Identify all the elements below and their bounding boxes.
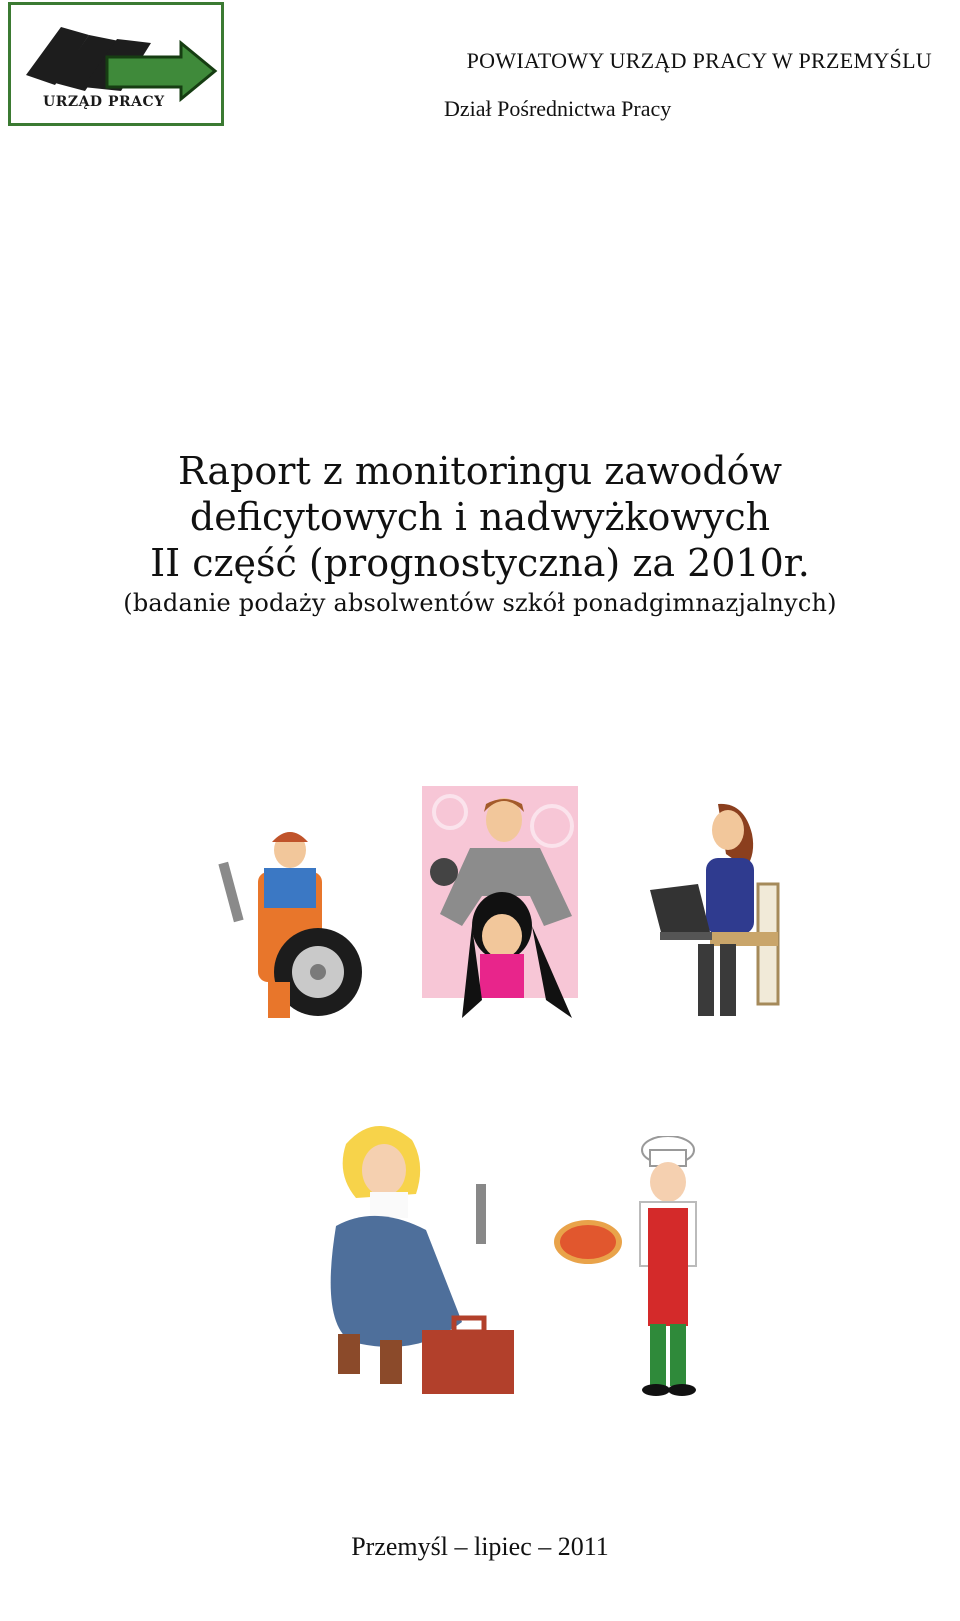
logo-text: URZĄD PRACY bbox=[43, 94, 165, 110]
title-subtitle: (badanie podaży absolwentów szkół ponadgimnazjalnych) bbox=[123, 589, 837, 617]
report-title bbox=[0, 448, 960, 618]
title-line-3: II część (prognostyczna) za 2010r. bbox=[150, 541, 810, 585]
chef-illustration bbox=[552, 1136, 722, 1398]
mechanic-illustration bbox=[218, 822, 388, 1022]
office-worker-illustration bbox=[640, 794, 790, 1024]
department-name: Dział Pośrednictwa Pracy bbox=[444, 96, 672, 121]
footer-place-date: Przemyśl – lipiec – 2011 bbox=[351, 1532, 609, 1561]
logo bbox=[8, 2, 224, 126]
institution-name: POWIATOWY URZĄD PRACY W PRZEMYŚLU bbox=[466, 48, 932, 73]
title-line-1: Raport z monitoringu zawodów bbox=[177, 449, 783, 493]
female-mechanic-illustration bbox=[316, 1114, 516, 1398]
title-line-2: deficytowych i nadwyżkowych bbox=[189, 495, 771, 539]
hairdresser-illustration bbox=[422, 786, 582, 1022]
